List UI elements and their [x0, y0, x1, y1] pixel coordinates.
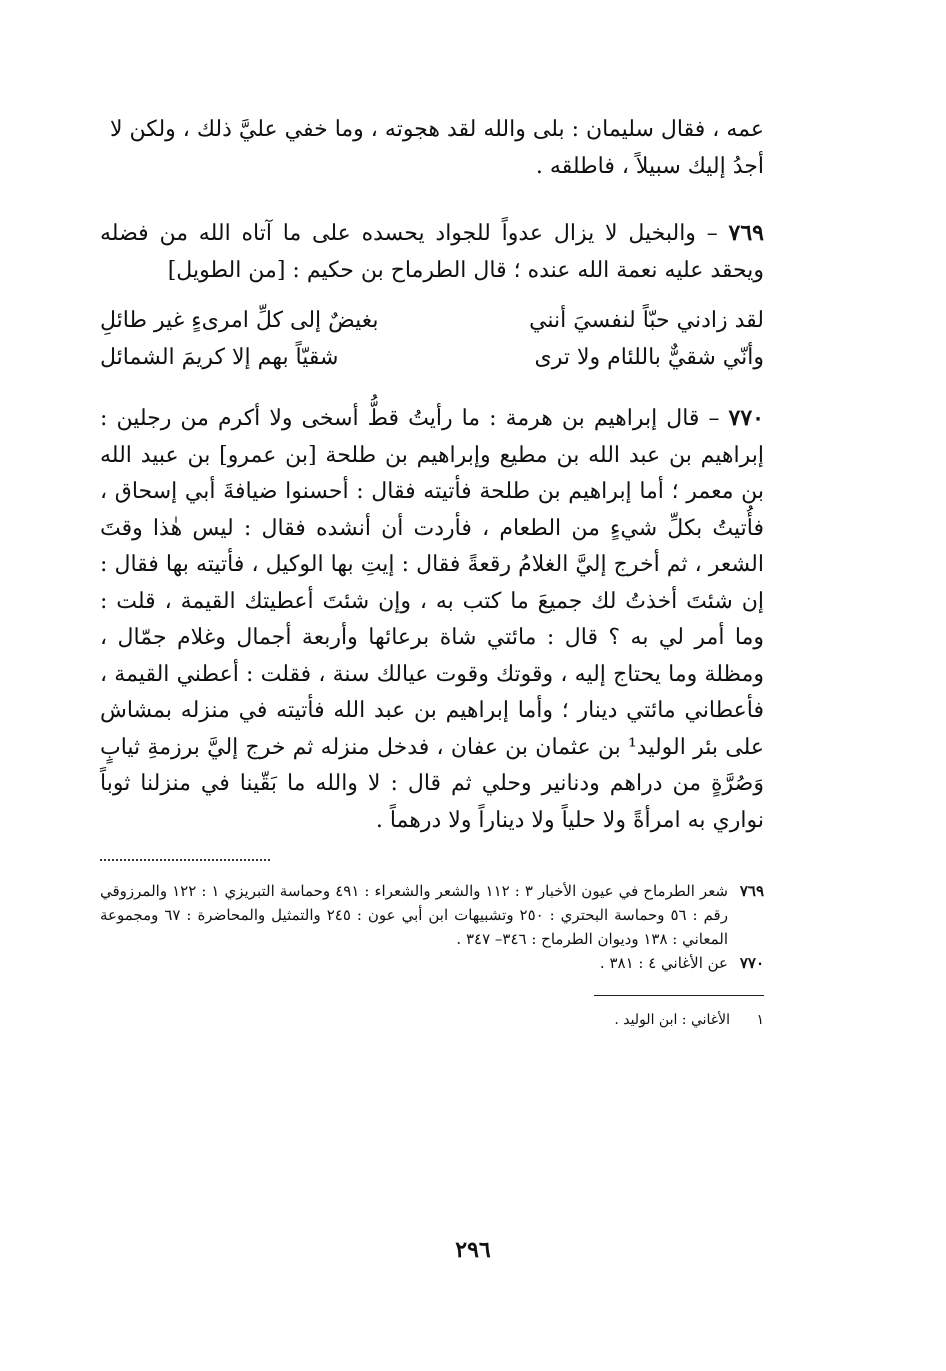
source-note-number: ٧٧٠	[739, 954, 764, 972]
source-note-text: عن الأغاني ٤ : ٣٨١ .	[599, 954, 728, 972]
entry-770-paragraph	[100, 400, 764, 839]
source-note-number: ٧٦٩	[739, 882, 764, 900]
verse-2-first-hemistich: وأنّي شقيٌّ باللئام ولا ترى	[534, 344, 764, 370]
page-body	[100, 112, 764, 1028]
entry-770-text: – قال إبراهيم بن هرمة : ما رأيتُ قطُّ أسخى ولا أكرم من رجلين : إبراهيم بن عبد الله بن مطيع وإبراهيم بن طلحة [بن عمرو] بن عبيد الله بن معمر ؛ أما إبراهيم بن طلحة فأتيته فقال : أحسنوا ضيافةَ أبي إسحاق ، فأُتيتُ بكلِّ شيءٍ من الطعام ، فأردت أن أنشده فقال : ليس هٰذا وقتَ الشعر ، ثم أخرج إليَّ الغلامُ رقعةً فقال : إيتِ بها الوكيل ، فأتيته بها فقال : إن شئتَ أخذتُ لك جميعَ ما كتب به ، وإن شئتَ أعطيتك القيمة ، قلت : وما أمر لي به ؟ قال : مائتي شاة برعائها وأربعة أجمال وغلام جمّال ، ومظلة وما يحتاج إليه ، وقوتك وقوت عيالك سنة ، فقلت : أعطني القيمة ، فأعطاني مائتي دينار ؛ وأما إبراهيم بن عبد الله فأتيته في منزله بمشاش على بئر الوليد¹ بن عثمان بن عفان ، فدخل منزله ثم خرج إليَّ برزمةِ ثيابٍ وَصُرَّةٍ من دراهم ودنانير وحلي ثم قال : لا والله ما بَقّينا في منزلنا ثوباً نواري به امرأةً ولا حلياً ولا ديناراً ولا درهماً .	[100, 406, 764, 833]
poem-verses	[100, 303, 764, 376]
entry-770-number: ٧٧٠	[728, 405, 764, 431]
footnote-rule	[594, 995, 764, 996]
verse-1-second-hemistich: بغيضٌ إلى كلِّ امرىءٍ غير طائلِ	[100, 308, 379, 333]
verse-line	[100, 303, 764, 340]
footnote-number: ١	[756, 1012, 764, 1028]
source-notes	[100, 879, 764, 975]
source-note	[100, 951, 764, 975]
footnote	[100, 1012, 764, 1028]
footnote-text: الأغاني : ابن الوليد .	[614, 1012, 730, 1028]
entry-769-text: – والبخيل لا يزال عدواً للجواد يحسده على ما آتاه الله من فضله ويحقد عليه نعمة الله عنده ؛ قال الطرماح بن حكيم : [من الطويل]	[100, 221, 764, 283]
entry-769-paragraph	[100, 215, 764, 289]
intro-line-1: عمه ، فقال سليمان : بلى والله لقد هجوته ، وما خفي عليَّ ذلك ، ولكن لا	[110, 117, 764, 142]
page-number: ٢٩٦	[455, 1237, 491, 1263]
entry-769-number: ٧٦٩	[728, 220, 764, 246]
source-note-text: شعر الطرماح في عيون الأخبار ٣ : ١١٢ والشعر والشعراء : ٤٩١ وحماسة التبريزي ١ : ١٢٢ والمرزوقي رقم : ٥٦ وحماسة البحتري : ٢٥٠ وتشبيهات ابن أبي عون : ٢٤٥ والتمثيل والمحاضرة : ٦٧ ومجموعة المعاني : ١٣٨ وديوان الطرماح : ٣٤٦– ٣٤٧ .	[100, 882, 729, 948]
source-note	[100, 879, 764, 951]
intro-line-2: أجدُ إليك سبيلاً ، فاطلقه .	[535, 153, 764, 179]
dotted-separator	[100, 859, 270, 861]
verse-2-second-hemistich: شقيّاً بهم إلا كريمَ الشمائل	[100, 344, 339, 370]
verse-1-first-hemistich: لقد زادني حبّاً لنفسيَ أنني	[529, 308, 764, 333]
verse-line	[100, 340, 764, 377]
intro-paragraph	[100, 112, 764, 185]
